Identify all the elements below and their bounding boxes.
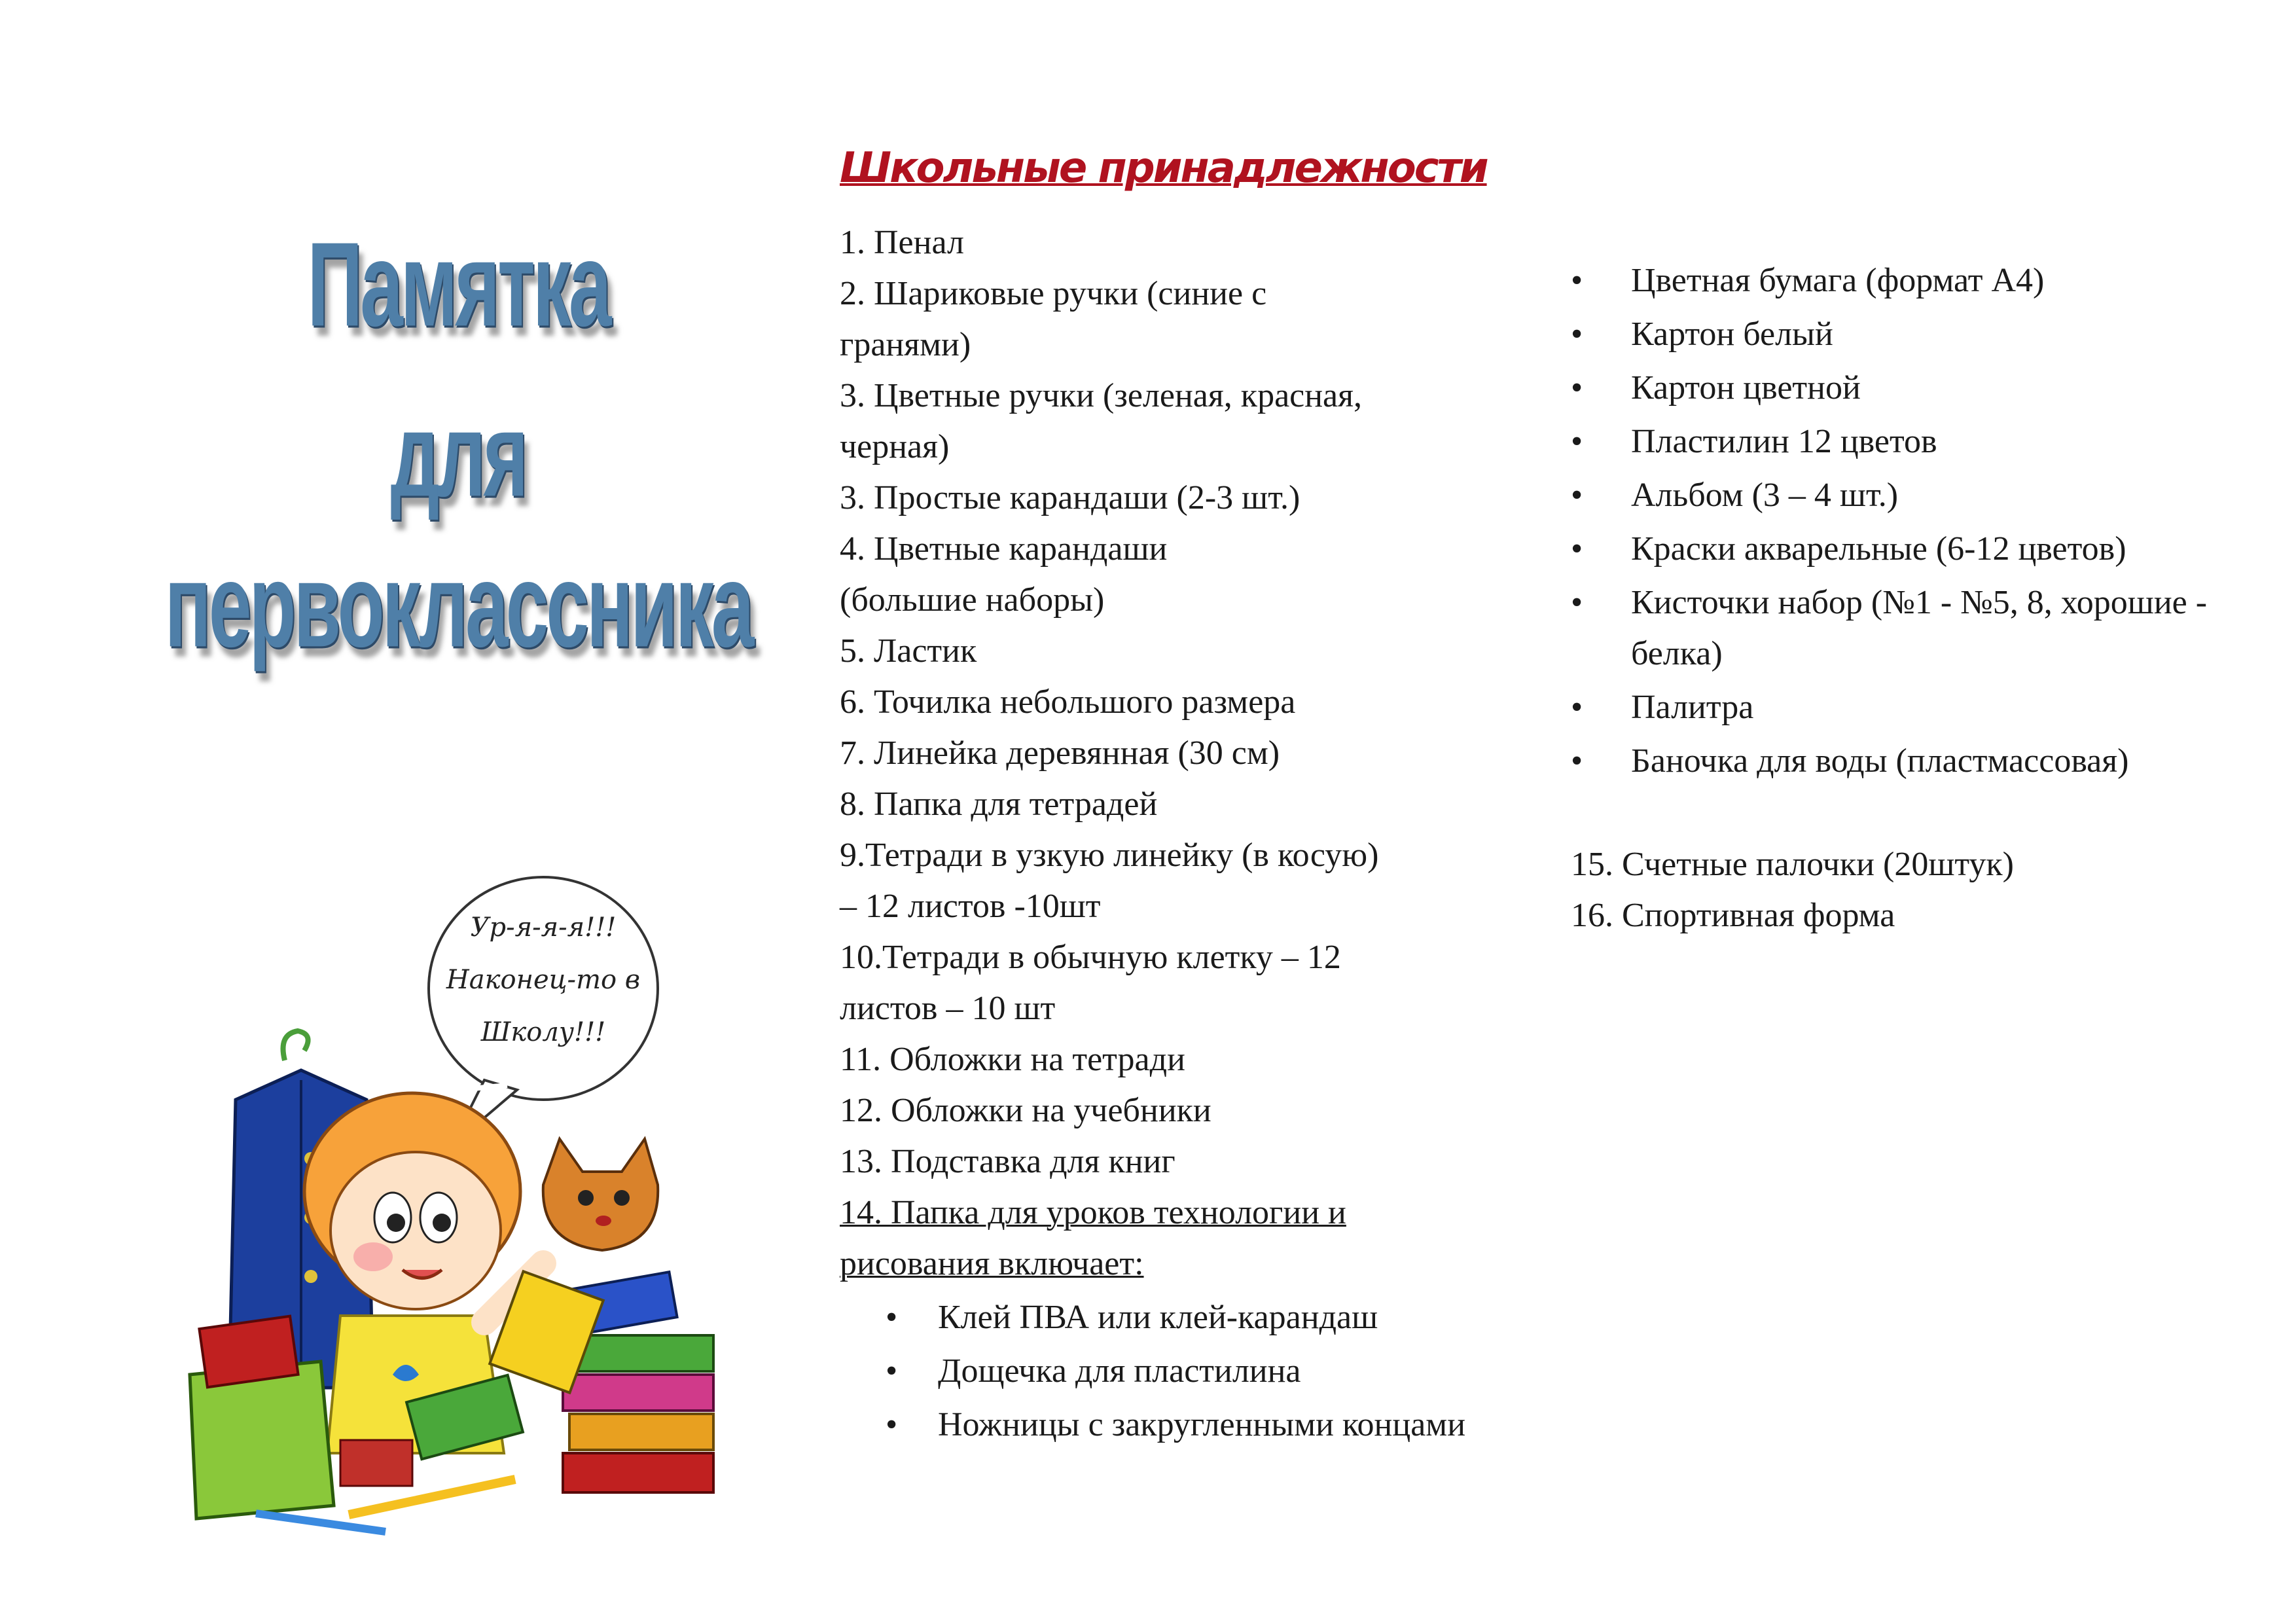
- art-kit-item: [886, 1399, 1494, 1451]
- list-item: 10.Тетради в обычную клетку – 12: [840, 939, 1341, 976]
- list-item: 11. Обложки на тетради: [840, 1041, 1185, 1078]
- speech-bubble-line-1: Ур-я-я-я!!!: [470, 912, 617, 943]
- bullet-icon: •: [1571, 369, 1583, 406]
- bullet-icon: •: [1571, 316, 1583, 353]
- material-item-text: Баночка для воды (пластмассовая): [1631, 742, 2129, 780]
- list-item: (большие наборы): [840, 581, 1105, 619]
- list-item: 14. Папка для уроков технологии и: [840, 1194, 1346, 1231]
- art-materials-list: [1571, 255, 2278, 787]
- memo-title-line-3: первоклассника: [164, 539, 752, 673]
- material-item: [1571, 416, 2278, 467]
- list-item: гранями): [840, 326, 971, 363]
- material-item: [1571, 255, 2278, 306]
- bullet-icon: •: [1571, 689, 1583, 726]
- bullet-icon: •: [1571, 262, 1583, 299]
- material-item-text: Пластилин 12 цветов: [1631, 423, 1937, 460]
- material-item: [1571, 736, 2278, 787]
- numbered-list: [840, 217, 1494, 1290]
- list-item: 3. Цветные ручки (зеленая, красная,: [840, 377, 1363, 414]
- list-item: 15. Счетные палочки (20штук): [1571, 846, 2014, 883]
- material-item-text: Альбом (3 – 4 шт.): [1631, 477, 1899, 514]
- art-kit-item-text: Клей ПВА или клей-карандаш: [938, 1299, 1378, 1336]
- list-item: 2. Шариковые ручки (синие с: [840, 275, 1267, 312]
- list-item: черная): [840, 428, 950, 465]
- material-item-text: Картон цветной: [1631, 369, 1861, 406]
- art-kit-item: [886, 1346, 1494, 1397]
- list-item: 13. Подставка для книг: [840, 1143, 1175, 1180]
- cat-character: [543, 1139, 658, 1250]
- first-grader-illustration: [177, 864, 753, 1551]
- list-item: 6. Точилка небольшого размера: [840, 683, 1296, 721]
- books-stack: [490, 1271, 713, 1492]
- material-item: [1571, 309, 2278, 360]
- material-item: [1571, 577, 2278, 679]
- section-heading: Школьные принадлежности: [840, 144, 1487, 192]
- speech-bubble-line-2: Наконец-то в: [446, 965, 641, 995]
- list-item: листов – 10 шт: [840, 990, 1056, 1027]
- bullet-icon: •: [886, 1352, 898, 1390]
- bullet-icon: •: [1571, 742, 1583, 780]
- cover-panel: [0, 0, 812, 1624]
- list-item: 4. Цветные карандаши: [840, 530, 1168, 568]
- bullet-icon: •: [1571, 530, 1583, 568]
- bullet-icon: •: [1571, 584, 1583, 621]
- memo-title-line-1: Памятка: [307, 218, 609, 352]
- bullet-icon: •: [1571, 477, 1583, 514]
- list-item: 1. Пенал: [840, 224, 964, 261]
- art-kit-list: [840, 1292, 1494, 1451]
- material-item-text: Краски акварельные (6-12 цветов): [1631, 530, 2126, 568]
- list-item: рисования включает:: [840, 1245, 1144, 1282]
- list-item: 12. Обложки на учебники: [840, 1092, 1211, 1129]
- list-item: 8. Папка для тетрадей: [840, 785, 1158, 823]
- list-item: 5. Ластик: [840, 632, 977, 670]
- bullet-icon: •: [1571, 423, 1583, 460]
- bullet-icon: •: [886, 1406, 898, 1443]
- supplies-list-extra: [1571, 255, 2278, 941]
- material-item: [1571, 524, 2278, 575]
- material-item-text: Картон белый: [1631, 316, 1833, 353]
- material-item: [1571, 470, 2278, 521]
- material-item-text: Палитра: [1631, 689, 1754, 726]
- material-item-text: Цветная бумага (формат А4): [1631, 262, 2045, 299]
- list-item: 16. Спортивная форма: [1571, 897, 1895, 934]
- material-item-text: Кисточки набор (№1 - №5, 8, хорошие - белка): [1631, 584, 2208, 672]
- material-item: [1571, 682, 2278, 733]
- bullet-icon: •: [886, 1299, 898, 1336]
- memo-title-line-2: для: [390, 388, 526, 522]
- numbered-list-continued: [1571, 839, 2278, 941]
- art-kit-item: [886, 1292, 1494, 1343]
- list-item: 3. Простые карандаши (2-3 шт.): [840, 479, 1300, 516]
- art-kit-item-text: Дощечка для пластилина: [938, 1352, 1301, 1390]
- supplies-list-main: [840, 144, 1494, 1453]
- art-kit-item-text: Ножницы с закругленными концами: [938, 1406, 1466, 1443]
- material-item: [1571, 363, 2278, 414]
- speech-bubble-line-3: Школу!!!: [480, 1017, 606, 1047]
- list-item: – 12 листов -10шт: [840, 888, 1101, 925]
- list-item: 7. Линейка деревянная (30 см): [840, 734, 1280, 772]
- list-item: 9.Тетради в узкую линейку (в косую): [840, 837, 1379, 874]
